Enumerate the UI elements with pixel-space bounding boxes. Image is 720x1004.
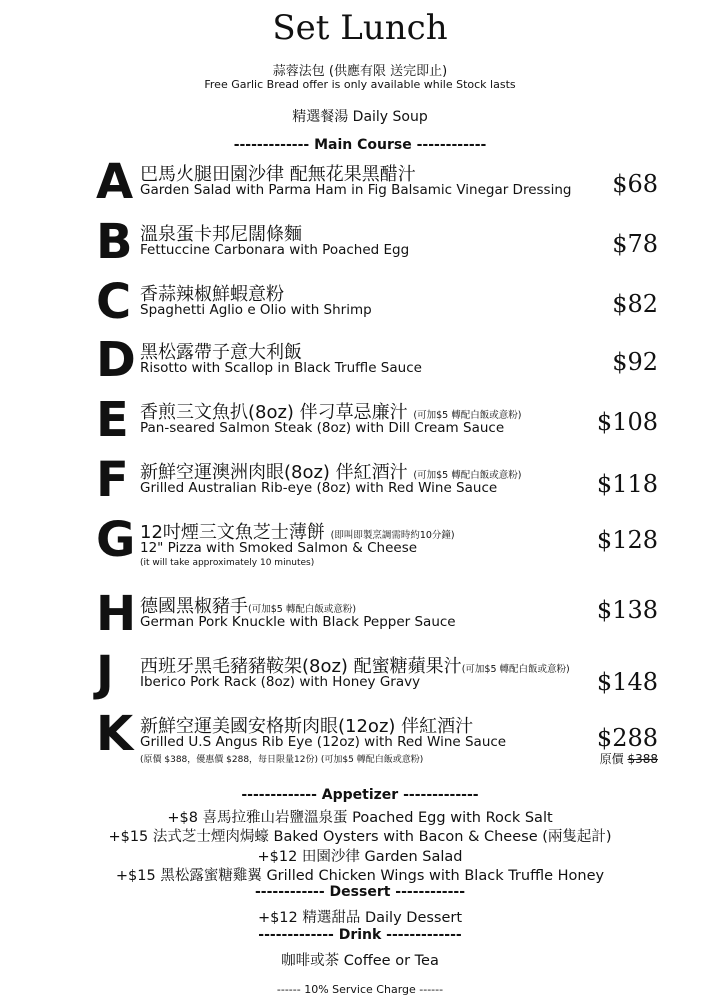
- item-letter: G: [96, 512, 136, 568]
- menu-item: [96, 586, 658, 646]
- item-name-en: German Pork Knuckle with Black Pepper Sauce: [140, 614, 456, 630]
- appetizer-item: +$8 喜馬拉雅山岩鹽溫泉蛋 Poached Egg with Rock Salt: [167, 810, 553, 826]
- drink-item: 咖啡或茶 Coffee or Tea: [281, 953, 439, 969]
- item-name-en: Iberico Pork Rack (8oz) with Honey Gravy: [140, 674, 421, 690]
- menu-item: [96, 392, 658, 452]
- original-price-value: $388: [627, 752, 658, 766]
- item-name-en: Pan-seared Salmon Steak (8oz) with Dill Cream Sauce: [140, 420, 505, 436]
- menu-item: [96, 214, 658, 274]
- item-price: $82: [612, 290, 658, 318]
- item-name-en: Grilled U.S Angus Rib Eye (12oz) with Red Wine Sauce: [140, 734, 507, 750]
- menu-item: [96, 646, 658, 706]
- item-letter: K: [96, 706, 134, 762]
- menu-item: [96, 706, 658, 772]
- item-option-note: (可加$5 轉配白飯或意粉): [248, 604, 357, 615]
- daily-soup: 精選餐湯 Daily Soup: [292, 109, 428, 125]
- item-option-note: (可加$5 轉配白飯或意粉): [413, 470, 522, 481]
- item-letter: B: [96, 214, 133, 270]
- item-name-en: Grilled Australian Rib-eye (8oz) with Red Wine Sauce: [140, 480, 498, 496]
- item-promo-note: (原價 $388，優惠價 $288，每日限量12份) (可加$5 轉配白飯或意粉): [140, 755, 424, 765]
- item-price: $138: [596, 596, 658, 624]
- menu-item: [96, 512, 658, 578]
- item-letter: C: [96, 274, 132, 330]
- item-letter: H: [96, 586, 137, 642]
- dessert-item: +$12 精選甜品 Daily Dessert: [257, 910, 463, 926]
- menu-title: Set Lunch: [272, 8, 448, 48]
- item-letter: F: [96, 452, 129, 508]
- original-price: [600, 750, 658, 767]
- appetizer-item: +$15 黑松露蜜糖雞翼 Grilled Chicken Wings with Black Truffle Honey: [115, 868, 605, 884]
- item-price: $92: [612, 348, 658, 376]
- appetizer-item: +$12 田園沙律 Garden Salad: [257, 849, 463, 865]
- item-letter: D: [96, 332, 136, 388]
- menu-item: [96, 274, 658, 334]
- item-price: $288: [596, 724, 658, 752]
- item-price: $68: [612, 170, 658, 198]
- appetizer-item: +$15 法式芝士煙肉焗蠔 Baked Oysters with Bacon & Cheese (兩隻起計): [108, 829, 612, 845]
- item-price: $78: [612, 230, 658, 258]
- drink-header: ------------- Drink -------------: [258, 927, 462, 943]
- item-name-zh: 香蒜辣椒鮮蝦意粉: [140, 284, 284, 305]
- item-name-zh-main: 12吋煙三文魚芝士薄餅: [140, 522, 325, 543]
- original-price-label: 原價: [599, 752, 624, 766]
- item-name-zh: 黑松露帶子意大利飯: [140, 342, 302, 363]
- garlic-bread-en: Free Garlic Bread offer is only available while Stock lasts: [204, 78, 516, 91]
- item-name-en: Fettuccine Carbonara with Poached Egg: [140, 242, 410, 258]
- garlic-bread-zh: 蒜蓉法包 (供應有限 送完即止): [272, 64, 448, 79]
- item-name-zh: 巴馬火腿田園沙律 配無花果黑醋汁: [140, 164, 416, 185]
- dessert-header: ------------ Dessert ------------: [254, 884, 466, 900]
- item-option-note: (可加$5 轉配白飯或意粉): [413, 410, 522, 421]
- menu-item: [96, 452, 658, 512]
- item-name-zh-main: 香煎三文魚扒(8oz) 伴刁草忌廉汁: [140, 402, 408, 423]
- appetizer-header: ------------- Appetizer -------------: [241, 787, 479, 803]
- item-price: $118: [596, 470, 658, 498]
- item-name-en: Spaghetti Aglio e Olio with Shrimp: [140, 302, 372, 318]
- item-name-zh: 新鮮空運美國安格斯肉眼(12oz) 伴紅酒汁: [140, 716, 474, 737]
- item-name-en: Garden Salad with Parma Ham in Fig Balsamic Vinegar Dressing: [140, 182, 572, 198]
- item-name-zh-main: 德國黑椒豬手: [140, 596, 248, 617]
- item-price: $128: [596, 526, 658, 554]
- item-name-en: Risotto with Scallop in Black Truffle Sauce: [140, 360, 422, 376]
- item-letter: A: [96, 154, 134, 210]
- item-price: $108: [596, 408, 658, 436]
- item-name-zh-main: 新鮮空運澳洲肉眼(8oz) 伴紅酒汁: [140, 462, 408, 483]
- item-name-en: 12" Pizza with Smoked Salmon & Cheese: [140, 540, 418, 556]
- item-name-zh-main: 西班牙黑毛豬豬鞍架(8oz) 配蜜糖蘋果汁: [140, 656, 462, 677]
- item-option-note: (可加$5 轉配白飯或意粉): [461, 664, 570, 675]
- item-letter: J: [96, 646, 114, 702]
- item-time-note: (it will take approximately 10 minutes): [140, 558, 315, 568]
- item-price: $148: [596, 668, 658, 696]
- main-course-header: ------------- Main Course ------------: [233, 137, 487, 153]
- item-name-zh: 溫泉蛋卡邦尼闊條麵: [140, 224, 302, 245]
- item-letter: E: [96, 392, 129, 448]
- menu-item: [96, 154, 658, 214]
- item-prep-note: (即叫即製烹調需時約10分鐘): [330, 530, 455, 541]
- service-charge: ------ 10% Service Charge ------: [276, 983, 444, 996]
- menu-item: [96, 332, 658, 392]
